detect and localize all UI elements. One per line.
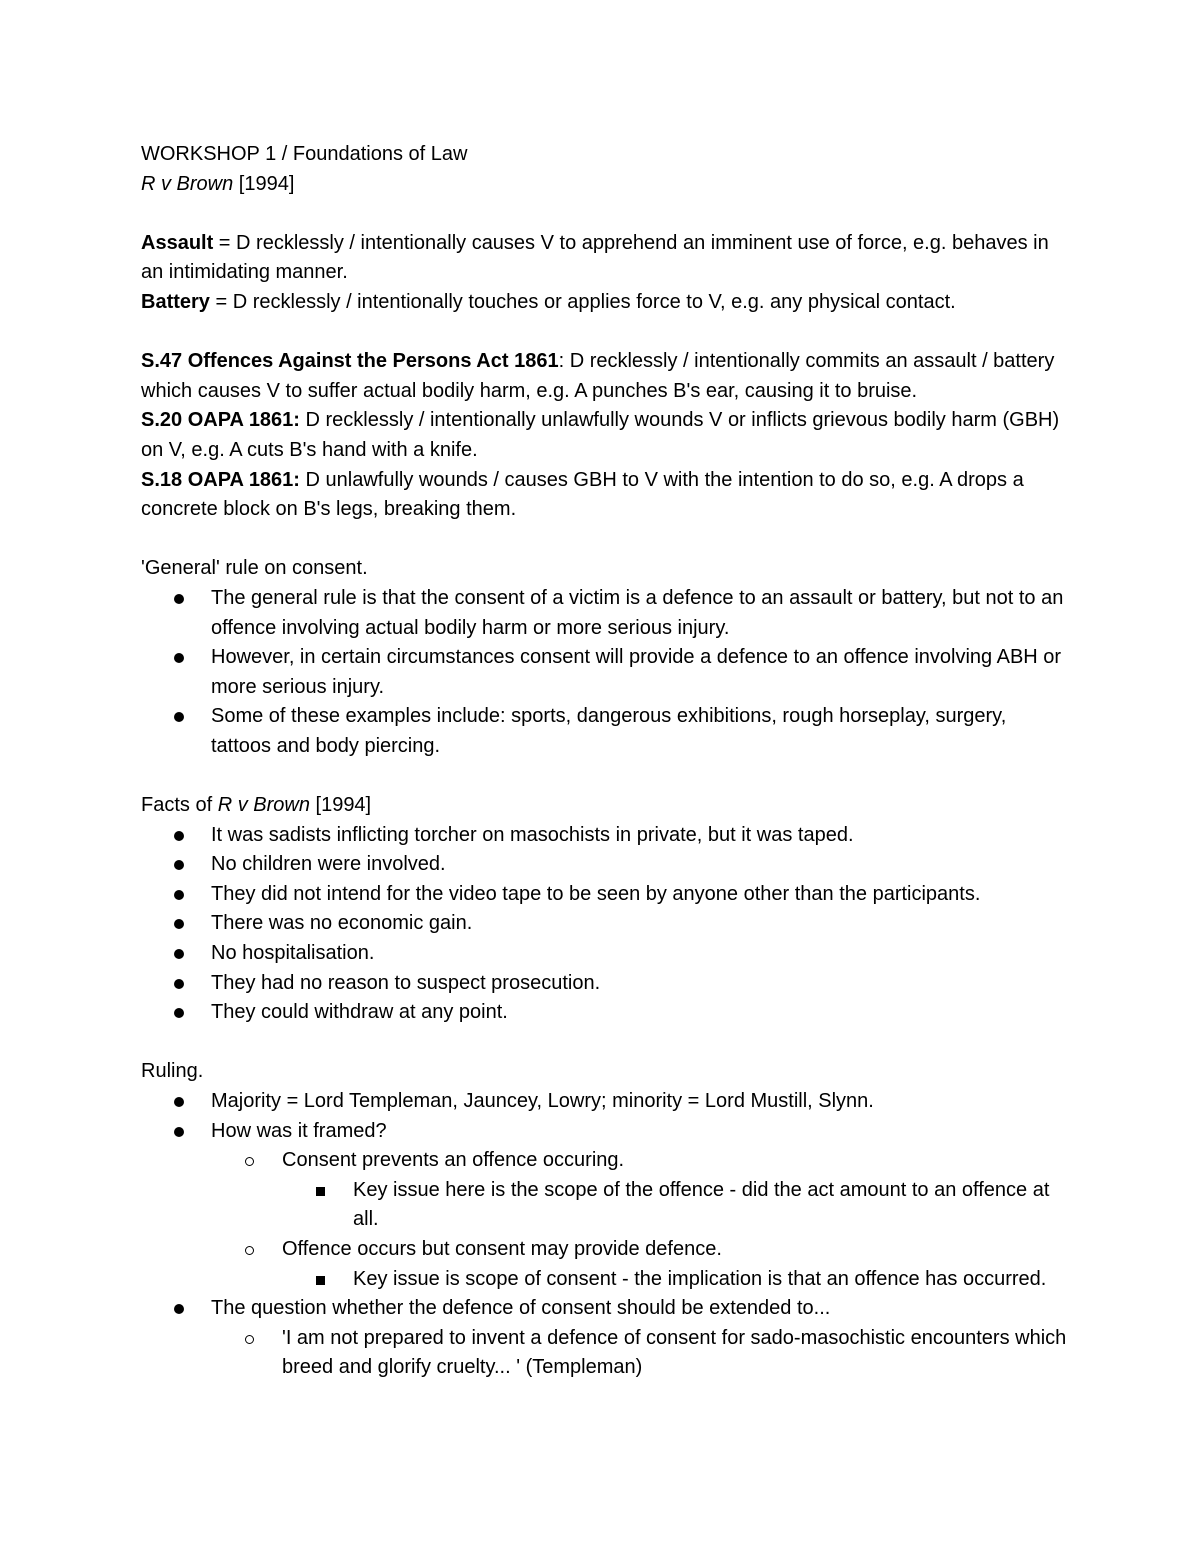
case-name: R v Brown <box>141 172 234 195</box>
list-item <box>141 1146 1071 1176</box>
list-item <box>141 969 1071 999</box>
s18-definition <box>141 466 1071 525</box>
battery-term: Battery <box>141 290 210 313</box>
s18-text: D unlawfully wounds / causes GBH to V with the intention to do so, e.g. A drops a concrete block on B's legs, breaking them. <box>141 468 1024 521</box>
assault-text: = D recklessly / intentionally causes V to apprehend an imminent use of force, e.g. behaves in an intimidating manner. <box>141 231 1049 284</box>
list-item-text: Some of these examples include: sports, dangerous exhibitions, rough horseplay, surgery, tattoos and body piercing. <box>211 705 1007 757</box>
document-page <box>141 140 1071 1383</box>
s47-definition <box>141 347 1071 406</box>
list-item <box>141 880 1071 910</box>
bullet-circle-icon <box>245 1146 254 1176</box>
list-item-text: They could withdraw at any point. <box>211 1001 508 1024</box>
bullet-dot-icon <box>174 821 184 851</box>
bullet-dot-icon <box>174 1087 184 1117</box>
battery-definition <box>141 288 1071 318</box>
list-item <box>141 702 1071 761</box>
facts-list <box>141 821 1071 1028</box>
bullet-dot-icon <box>174 584 184 614</box>
s47-text: : D recklessly / intentionally commits an assault / battery which causes V to suffer actual bodily harm, e.g. A punches B's ear, causing it to bruise. <box>141 350 1055 402</box>
bullet-dot-icon <box>174 969 184 999</box>
list-item <box>141 1294 1071 1324</box>
list-item <box>141 998 1071 1028</box>
ruling-framed: How was it framed? <box>211 1119 387 1142</box>
list-item <box>141 821 1071 851</box>
list-item <box>141 1176 1071 1235</box>
s20-definition <box>141 406 1071 465</box>
facts-heading-suffix: [1994] <box>309 794 372 817</box>
list-item <box>141 1324 1071 1383</box>
bullet-dot-icon <box>174 702 184 732</box>
ruling-option-2: Offence occurs but consent may provide defence. <box>282 1237 722 1260</box>
list-item-text: No children were involved. <box>211 853 446 876</box>
ruling-option-2-detail: Key issue is scope of consent - the implication is that an offence has occurred. <box>353 1267 1047 1290</box>
facts-heading-prefix: Facts of <box>141 794 218 817</box>
list-item <box>141 1087 1071 1117</box>
s18-term: S.18 OAPA 1861: <box>141 468 300 491</box>
bullet-dot-icon <box>174 998 184 1028</box>
ruling-list <box>141 1087 1071 1383</box>
bullet-dot-icon <box>174 909 184 939</box>
facts-heading-case: R v Brown <box>217 794 310 817</box>
list-item <box>141 584 1071 643</box>
facts-heading <box>141 791 1071 821</box>
list-item-text: They did not intend for the video tape to be seen by anyone other than the participants. <box>211 882 981 905</box>
bullet-square-icon <box>316 1265 325 1295</box>
s47-term: S.47 Offences Against the Persons Act 1861 <box>141 350 559 373</box>
general-rule-list <box>141 584 1071 762</box>
case-year: [1994] <box>233 172 295 195</box>
general-rule-heading: 'General' rule on consent. <box>141 557 368 580</box>
document-title: WORKSHOP 1 / Foundations of Law <box>141 143 468 165</box>
assault-term: Assault <box>141 231 214 254</box>
list-item-text: It was sadists inflicting torcher on masochists in private, but it was taped. <box>211 823 854 846</box>
list-item-text: They had no reason to suspect prosecution. <box>211 971 601 994</box>
assault-definition <box>141 229 1071 288</box>
bullet-circle-icon <box>245 1324 254 1354</box>
list-item <box>141 909 1071 939</box>
bullet-square-icon <box>316 1176 325 1206</box>
list-item-text: The general rule is that the consent of a victim is a defence to an assault or battery, but not to an offence involving actual bodily harm or more serious injury. <box>211 586 1064 639</box>
s20-text: D recklessly / intentionally unlawfully wounds V or inflicts grievous bodily harm (GBH) on V, e.g. A cuts B's hand with a knife. <box>141 409 1060 461</box>
case-citation <box>141 170 1071 200</box>
list-item-text: No hospitalisation. <box>211 942 375 965</box>
ruling-question: The question whether the defence of consent should be extended to... <box>211 1297 831 1320</box>
list-item <box>141 850 1071 880</box>
list-item <box>141 1117 1071 1147</box>
list-item <box>141 939 1071 969</box>
ruling-quote: 'I am not prepared to invent a defence of consent for sado-masochistic encounters which breed and glorify cruelty... ' (Templeman) <box>282 1326 1067 1379</box>
s20-term: S.20 OAPA 1861: <box>141 409 300 432</box>
ruling-option-1: Consent prevents an offence occuring. <box>282 1149 625 1172</box>
list-item <box>141 1265 1071 1295</box>
ruling-option-1-detail: Key issue here is the scope of the offence - did the act amount to an offence at all. <box>353 1178 1050 1231</box>
bullet-dot-icon <box>174 643 184 673</box>
bullet-dot-icon <box>174 880 184 910</box>
battery-text: = D recklessly / intentionally touches or applies force to V, e.g. any physical contact. <box>209 290 956 313</box>
list-item <box>141 1235 1071 1265</box>
ruling-majority: Majority = Lord Templeman, Jauncey, Lowry; minority = Lord Mustill, Slynn. <box>211 1090 874 1112</box>
bullet-dot-icon <box>174 939 184 969</box>
ruling-heading: Ruling. <box>141 1060 204 1083</box>
bullet-dot-icon <box>174 1117 184 1147</box>
list-item <box>141 643 1071 702</box>
bullet-dot-icon <box>174 850 184 880</box>
bullet-circle-icon <box>245 1235 254 1265</box>
bullet-dot-icon <box>174 1294 184 1324</box>
list-item-text: However, in certain circumstances consent will provide a defence to an offence involving ABH or more serious injury. <box>211 646 1062 698</box>
list-item-text: There was no economic gain. <box>211 912 473 935</box>
